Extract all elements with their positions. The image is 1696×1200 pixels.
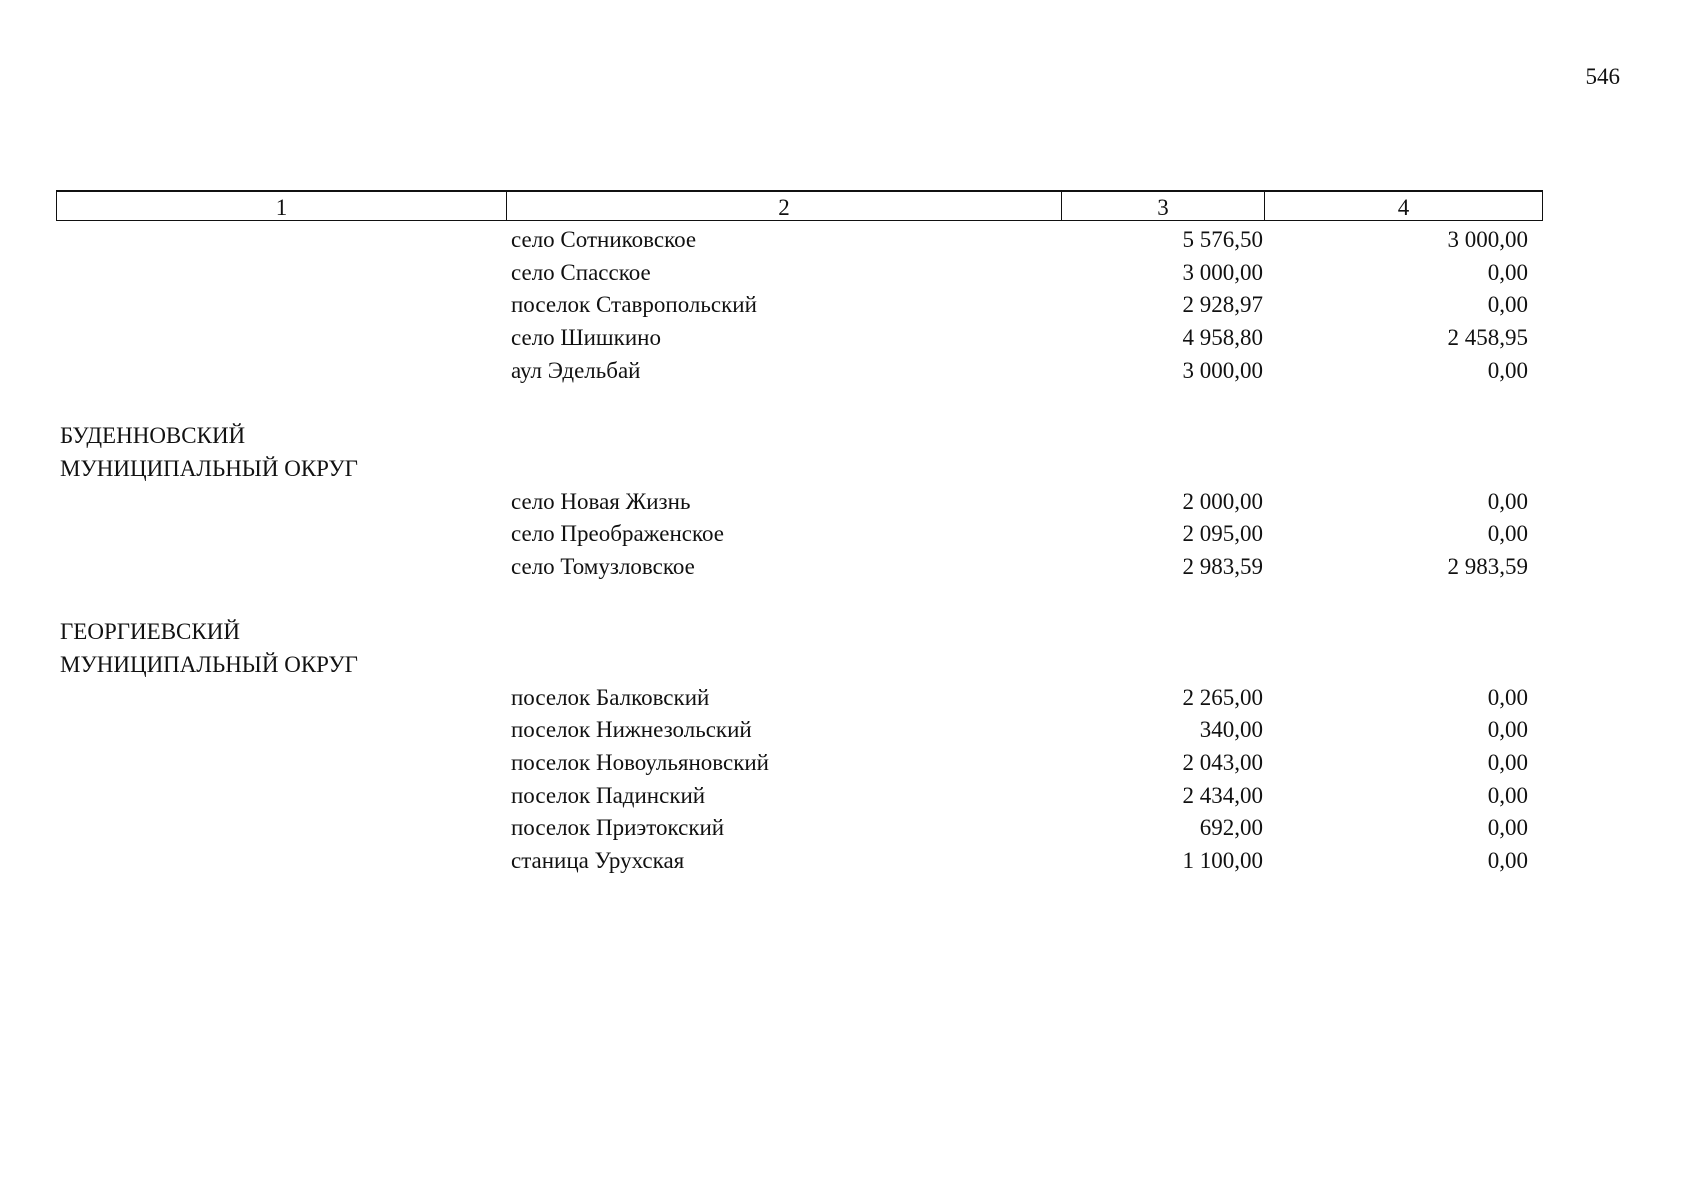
table-row [56,518,1543,551]
value-col-3: 2 928,97 [1182,292,1263,318]
table-row [56,714,1543,747]
value-col-4: 2 983,59 [1447,553,1528,579]
value-col-3: 3 000,00 [1182,259,1263,285]
table-row [56,257,1543,290]
table-row [56,355,1543,388]
value-col-4: 0,00 [1487,488,1528,514]
value-col-3: 2 434,00 [1182,782,1263,808]
value-col-3: 692,00 [1199,815,1263,841]
value-col-4: 0,00 [1487,815,1528,841]
table-row [56,224,1543,257]
value-col-3: 4 958,80 [1182,325,1263,351]
value-col-3: 2 043,00 [1182,750,1263,776]
value-col-4: 0,00 [1487,259,1528,285]
district-title-line-2: МУНИЦИПАЛЬНЫЙ ОКРУГ [60,455,358,481]
value-col-4: 3 000,00 [1447,227,1528,252]
value-col-4: 0,00 [1487,848,1528,874]
value-col-3: 2 000,00 [1182,488,1263,514]
value-col-4: 0,00 [1487,292,1528,318]
settlement-name: станица Урухская [511,848,685,874]
table-row [56,551,1543,584]
value-col-3: 5 576,50 [1182,227,1263,252]
table-header-row [56,190,1543,221]
value-col-3: 340,00 [1199,717,1263,743]
value-col-4: 2 458,95 [1447,325,1528,351]
table-row [56,845,1543,878]
settlement-name: поселок Падинский [511,782,706,808]
table-row [56,322,1543,355]
value-col-4: 0,00 [1487,357,1528,383]
settlement-name: поселок Балковский [511,684,710,710]
settlement-name: поселок Новоульяновский [511,750,769,776]
value-col-4: 0,00 [1487,782,1528,808]
value-col-4: 0,00 [1487,521,1528,547]
district-title-line-1: ГЕОРГИЕВСКИЙ [60,619,240,645]
value-col-3: 3 000,00 [1182,357,1263,383]
settlement-name: село Новая Жизнь [511,488,691,514]
table-row [56,682,1543,715]
table-row [56,812,1543,845]
page-number: 546 [1585,64,1620,89]
table-row [56,780,1543,813]
value-col-4: 0,00 [1487,684,1528,710]
district-title-line-1: БУДЕННОВСКИЙ [60,423,246,449]
value-col-3: 2 983,59 [1182,553,1263,579]
settlement-name: село Томузловское [511,553,695,579]
table-row [56,289,1543,322]
value-col-3: 1 100,00 [1182,848,1263,874]
table-header-col-2: 2 [507,192,1062,221]
settlement-name: аул Эдельбай [511,357,641,383]
settlement-name: поселок Ставропольский [511,292,757,318]
table-row [56,486,1543,519]
settlement-name: село Сотниковское [511,227,697,252]
table-header-col-1: 1 [56,192,507,221]
table-body [56,224,1543,878]
settlement-name: поселок Нижнезольский [511,717,752,743]
table-header-col-3: 3 [1062,192,1265,221]
settlement-name: село Шишкино [511,325,661,351]
table-row [56,747,1543,780]
district-title-line-2: МУНИЦИПАЛЬНЫЙ ОКРУГ [60,651,358,677]
value-col-3: 2 095,00 [1182,521,1263,547]
value-col-4: 0,00 [1487,717,1528,743]
value-col-3: 2 265,00 [1182,684,1263,710]
settlement-name: село Спасское [511,259,651,285]
table-header-col-4: 4 [1265,192,1543,221]
settlement-name: село Преображенское [511,521,724,547]
value-col-4: 0,00 [1487,750,1528,776]
settlement-name: поселок Приэтокский [511,815,725,841]
